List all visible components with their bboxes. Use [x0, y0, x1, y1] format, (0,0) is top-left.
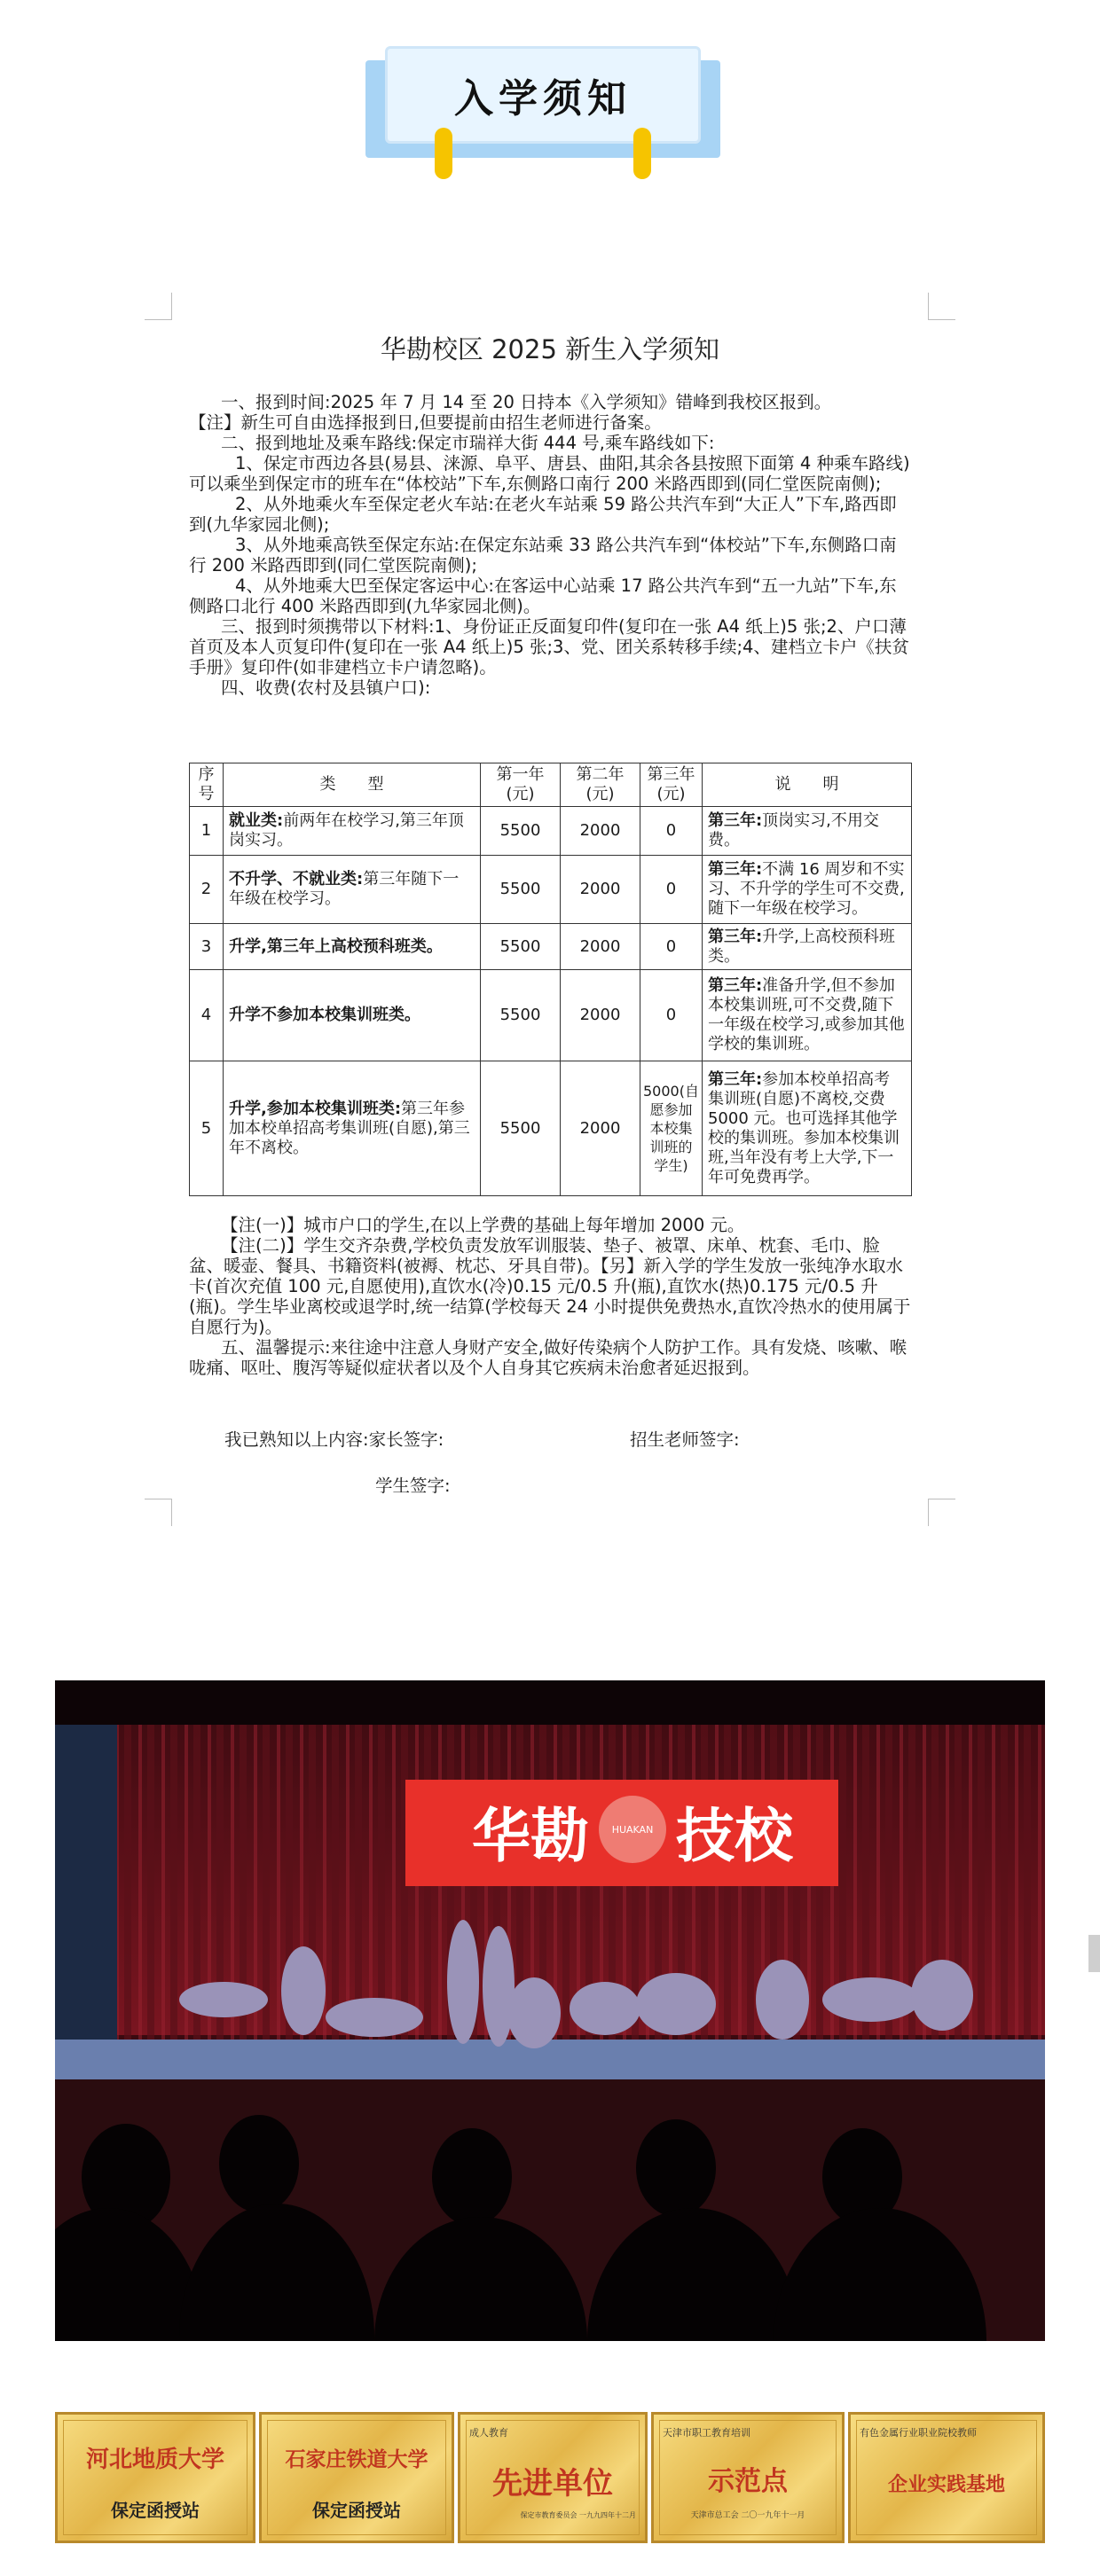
admission-notice-document	[173, 293, 927, 1534]
note-one: 【注(一)】城市户口的学生,在以上学费的基础上每年增加 2000 元。	[221, 1215, 745, 1235]
row-note-bold: 第三年:	[707, 860, 763, 879]
fee-table-header	[190, 763, 912, 807]
row-type-bold: 升学,第三年上高校预科班类。	[229, 936, 443, 956]
row-note	[702, 1061, 911, 1196]
page-title: 入学须知	[454, 76, 632, 121]
row-note-rest: 顶岗实习,不用交费。	[707, 811, 879, 850]
table-row	[190, 924, 912, 970]
table-row	[190, 970, 912, 1061]
row-year1: 5500	[481, 970, 561, 1061]
table-row	[190, 856, 912, 924]
row-type	[224, 807, 481, 856]
route-3: 3、从外地乘高铁至保定东站:在保定东站乘 33 路公共汽车到“体校站”下车,东侧路口南行 200 米路西即到(同仁堂医院南侧);	[189, 535, 897, 575]
row-type-rest: 第三年随下一年级在校学习。	[229, 870, 460, 908]
row-year3: 0	[640, 856, 703, 924]
plaque-foot-text: 保定市教育委员会 一九九四年十二月	[520, 2511, 636, 2519]
table-row	[190, 1061, 912, 1196]
row-note	[702, 807, 911, 856]
section-materials: 三、报到时须携带以下材料:1、身份证正反面复印件(复印在一张 A4 纸上)5 张;2、户口薄首页及本人页复印件(复印在一张 A4 纸上)5 张;3、党、团关系转移手续;4、建档立卡户《扶贫手册》复印件(如非建档立卡户请忽略)。	[189, 616, 909, 677]
row-year2: 2000	[561, 1061, 640, 1196]
plaque-main-text: 石家庄铁道大学	[285, 2447, 428, 2471]
stage-performance-photo	[55, 1680, 1045, 2341]
row-type	[224, 1061, 481, 1196]
report-note: 【注】新生可自由选择报到日,但要提前由招生老师进行备案。	[189, 412, 662, 433]
note-two: 【注(二)】学生交齐杂费,学校负责发放军训服装、垫子、被罩、床单、枕套、毛巾、脸盆、暖壶、餐具、书籍资料(被褥、枕芯、牙具自带)。【另】新入学的学生发放一张纯净水取水卡(首次充值 100 元,自愿使用),直饮水(冷)0.15 元/0.5 升(瓶),直饮水(热)0.175 元/0.5 升(瓶)。学生毕业离校或退学时,统一结算(学校每天 24 小时提供免费热水,直饮冷热水的使用属于自愿行为)。	[189, 1235, 911, 1337]
row-type-bold: 就业类:	[229, 811, 284, 830]
row-year2: 2000	[561, 970, 640, 1061]
header-banner	[365, 46, 720, 164]
header-year3: 第三年(元)	[640, 763, 703, 807]
plaque-demonstration-site	[651, 2412, 845, 2543]
plaque-main-text: 河北地质大学	[85, 2447, 224, 2473]
plaque-sub-text: 保定函授站	[312, 2500, 401, 2521]
stage-sign-text-left: 华勘	[472, 1802, 589, 1870]
row-note-rest: 准备升学,但不参加本校集训班,可不交费,随下一年级在校学习,或参加其他学校的集训班。	[707, 976, 905, 1053]
row-year3: 0	[640, 970, 703, 1061]
stage-sign-logo-text: HUAKAN	[611, 1824, 654, 1836]
document-body-top	[189, 392, 912, 698]
row-year1: 5500	[481, 807, 561, 856]
plaque-shijiazhuang-railway-university	[259, 2412, 454, 2543]
row-year3: 0	[640, 924, 703, 970]
row-type	[224, 924, 481, 970]
route-1: 1、保定市西边各县(易县、涞源、阜平、唐县、曲阳,其余各县按照下面第 4 种乘车路线)可以乘坐到保定市的班车在“体校站”下车,东侧路口南行 200 米路西即到(同仁堂医院南侧);	[189, 453, 910, 494]
route-2: 2、从外地乘火车至保定老火车站:在老火车站乘 59 路公共汽车到“大正人”下车,路西即到(九华家园北侧);	[189, 494, 897, 535]
crop-mark-bottom-left	[145, 1499, 172, 1526]
row-type-bold: 不升学、不就业类:	[229, 870, 364, 889]
row-type-bold: 升学,参加本校集训班类:	[229, 1099, 402, 1118]
row-year1: 5500	[481, 924, 561, 970]
plaque-hebei-geo-university	[55, 2412, 255, 2543]
header-year1: 第一年(元)	[481, 763, 561, 807]
header-note: 说 明	[702, 763, 911, 807]
row-note-bold: 第三年:	[707, 1069, 763, 1089]
row-note	[702, 856, 911, 924]
row-year2: 2000	[561, 807, 640, 856]
row-note-bold: 第三年:	[707, 927, 763, 946]
student-signature-label: 学生签字:	[375, 1476, 451, 1496]
plaque-sub-text: 保定函授站	[111, 2500, 200, 2521]
plaque-foot-text: 天津市总工会 二〇一九年十一月	[690, 2511, 805, 2520]
row-no: 3	[190, 924, 224, 970]
banner-left-pin	[435, 128, 452, 179]
crop-mark-bottom-right	[928, 1499, 955, 1526]
parent-signature-label: 我已熟知以上内容:家长签字:	[224, 1429, 444, 1450]
section-report-time: 一、报到时间:2025 年 7 月 14 至 20 日持本《入学须知》错峰到我校区报到。	[221, 392, 832, 412]
table-row	[190, 807, 912, 856]
row-year2: 2000	[561, 856, 640, 924]
row-year1: 5500	[481, 1061, 561, 1196]
header-no: 序号	[190, 763, 224, 807]
stage-scene	[55, 1680, 1045, 2341]
header-year2: 第二年(元)	[561, 763, 640, 807]
row-no: 5	[190, 1061, 224, 1196]
section-address: 二、报到地址及乘车路线:保定市瑞祥大街 444 号,乘车路线如下:	[221, 433, 715, 453]
row-note	[702, 970, 911, 1061]
stage-floor	[55, 2040, 1045, 2084]
row-note-rest: 升学,上高校预科班类。	[707, 927, 895, 966]
crop-mark-top-right	[928, 293, 955, 320]
plaque-top-text: 有色金属行业职业院校教师	[860, 2427, 977, 2439]
plaque-top-text: 成人教育	[469, 2427, 508, 2439]
row-type	[224, 970, 481, 1061]
row-type	[224, 856, 481, 924]
row-no: 1	[190, 807, 224, 856]
document-title: 华勘校区 2025 新生入学须知	[380, 334, 720, 364]
plaque-advanced-unit	[458, 2412, 648, 2543]
section-tips: 五、温馨提示:来往途中注意人身财产安全,做好传染病个人防护工作。具有发烧、咳嗽、喉咙痛、呕吐、腹泻等疑似症状者以及个人自身其它疾病未治愈者延迟报到。	[189, 1337, 908, 1378]
header-type: 类 型	[224, 763, 481, 807]
plaque-main-text: 示范点	[708, 2466, 788, 2497]
row-type-bold: 升学不参加本校集训班类。	[229, 1006, 420, 1024]
side-wing	[55, 1680, 117, 2062]
row-no: 2	[190, 856, 224, 924]
row-year3: 5000(自愿参加本校集训班的学生)	[640, 1061, 703, 1196]
banner-front-panel	[385, 46, 701, 144]
row-type-rest: 前两年在校学习,第三年顶岗实习。	[229, 811, 464, 850]
row-note	[702, 924, 911, 970]
row-type-rest: 第三年参加本校单招高考集训班(自愿),第三年不离校。	[229, 1099, 470, 1157]
crop-mark-top-left	[145, 293, 172, 320]
row-note-rest: 不满 16 周岁和不实习、不升学的学生可不交费,随下一年级在校学习。	[707, 860, 905, 918]
row-note-bold: 第三年:	[707, 811, 763, 830]
plaque-enterprise-practice-base	[848, 2412, 1045, 2543]
fee-table	[189, 763, 912, 1196]
section-fees: 四、收费(农村及县镇户口):	[221, 677, 431, 698]
teacher-signature-label: 招生老师签字:	[630, 1429, 740, 1450]
document-body-bottom	[189, 1215, 912, 1378]
route-4: 4、从外地乘大巴至保定客运中心:在客运中心站乘 17 路公共汽车到“五一九站”下车,东侧路口北行 400 米路西即到(九华家园北侧)。	[189, 575, 897, 616]
plaque-main-text: 企业实践基地	[887, 2473, 1005, 2496]
banner-right-pin	[633, 128, 651, 179]
plaque-main-text: 先进单位	[492, 2466, 613, 2502]
row-no: 4	[190, 970, 224, 1061]
row-year3: 0	[640, 807, 703, 856]
row-note-bold: 第三年:	[707, 976, 763, 995]
row-year2: 2000	[561, 924, 640, 970]
row-note-rest: 参加本校单招高考集训班(自愿)不离校,交费 5000 元。也可选择其他学校的集训班。参加本校集训班,当年没有考上大学,下一年可免费再学。	[707, 1069, 900, 1186]
stage-sign-text-right: 技校	[676, 1802, 793, 1870]
plaque-top-text: 天津市职工教育培训	[663, 2427, 750, 2439]
side-scroll-tab[interactable]	[1088, 1935, 1100, 1972]
row-year1: 5500	[481, 856, 561, 924]
